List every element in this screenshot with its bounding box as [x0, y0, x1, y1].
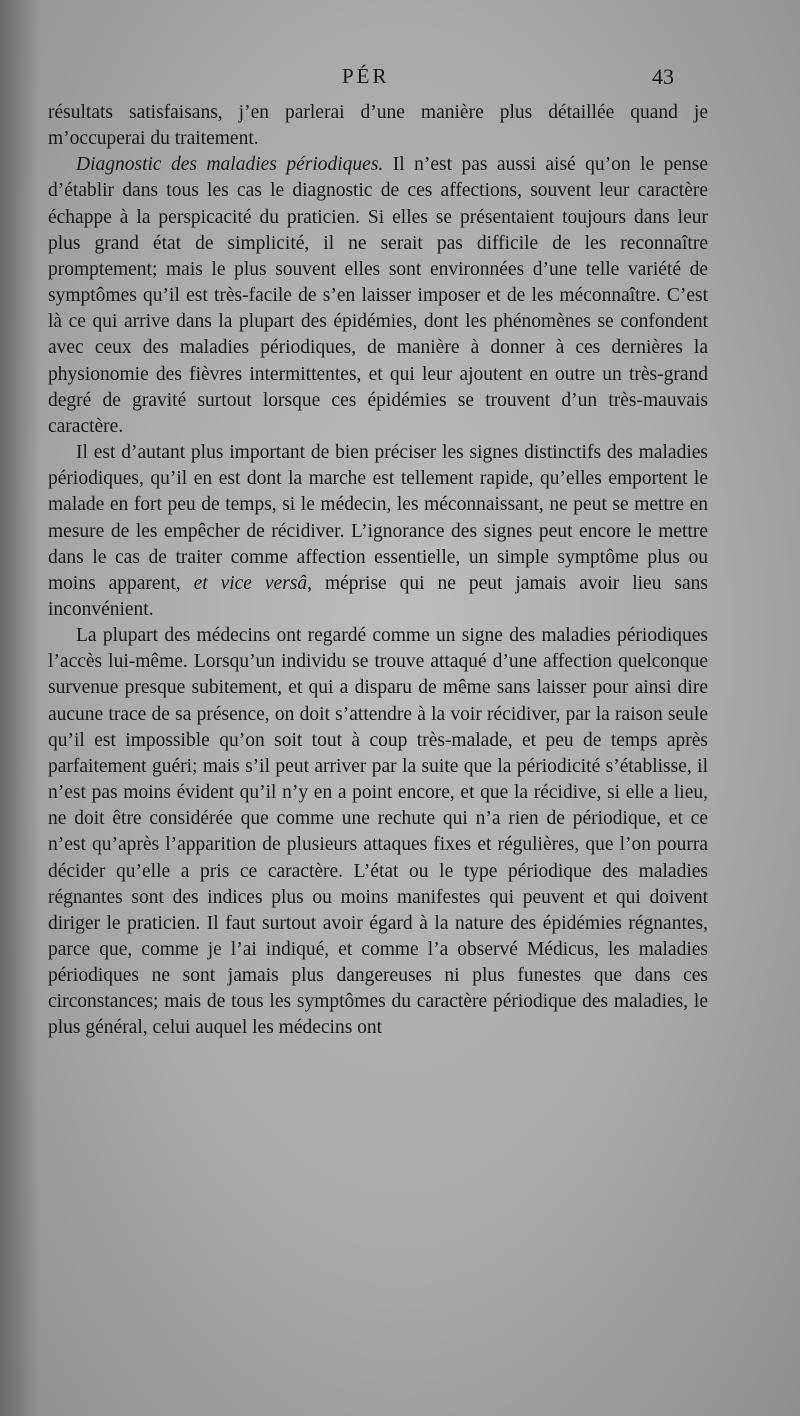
body-text: [48, 100, 708, 1042]
italic-phrase-vice-versa: et vice versâ: [193, 572, 308, 594]
section-heading-diagnostic: Diagnostic des maladies périodiques.: [76, 154, 384, 176]
paragraph-acces: La plupart des médecins ont regardé comme un signe des maladies périodiques l’accès lui-même. Lorsqu’un individu se trouve attaqué d’une affection quelconque survenue presque subitement, et qui a disparu de même sans laisser pour ainsi dire aucune trace de sa présence, on doit s’attendre à la voir récidiver, par la raison seule qu’il est impossible qu’on soit tout à coup très-malade, et peu de temps après parfaitement guéri; mais s’il peut arriver par la suite que la périodicité s’établisse, il n’est pas moins évident qu’il n’y en a point encore, et que la récidive, si elle a lieu, ne doit être considérée que comme une rechute qui n’a rien de périodique, et ce n’est qu’après l’apparition de plusieurs attaques fixes et régulières, que l’on pourra décider qu’elle a pris ce caractère. L’état ou le type périodique des maladies régnantes sont des indices plus ou moins manifestes qui peuvent et qui doivent diriger le praticien. Il faut surtout avoir égard à la nature des épidémies régnantes, parce que, comme je l’ai indiqué, et comme l’a observé Médicus, les maladies périodiques ne sont jamais plus dangereuses ni plus funestes que dans ces circonstances; mais de tous les symptômes du caractère périodique des maladies, le plus général, celui auquel les médecins ont: [48, 625, 708, 1039]
running-title: PÉR: [342, 64, 390, 88]
running-head: [0, 64, 800, 94]
paragraph-signes-text-after: , méprise qui ne peut jamais avoir lieu sans inconvénient.: [48, 572, 708, 620]
binding-gutter-shadow: [0, 0, 40, 1416]
paragraph-signes-text-before: Il est d’autant plus important de bien préciser les signes distinctifs des maladies périodiques, qu’il en est dont la marche est tellement rapide, qu’elles emportent le malade en fort peu de temps, si le médecin, les méconnaissant, ne peut se mettre en mesure de les empêcher de récidiver. L’ignorance des signes peut encore le mettre dans le cas de traiter comme affection essentielle, un simple symptôme plus ou moins apparent,: [48, 442, 708, 594]
paragraph-diagnostic-text: Il n’est pas aussi aisé qu’on le pense d’établir dans tous les cas le diagnostic de ces affections, souvent leur caractère échappe à la perspicacité du praticien. Si elles se présentaient toujours dans leur plus grand état de simplicité, il ne serait pas difficile de les reconnaître promptement; mais le plus souvent elles sont environnées d’une telle variété de symptômes qu’il est très-facile de s’en laisser imposer et de les méconnaître. C’est là ce qui arrive dans la plupart des épidémies, dont les phénomènes se confondent avec ceux des maladies périodiques, de manière à donner à ces dernières la physionomie des fièvres intermittentes, et qui leur ajoutent en outre un très-grand degré de gravité surtout lorsque ces épidémies se trouvent d’un très-mauvais caractère.: [48, 154, 709, 437]
paragraph-signes-distinctifs: [48, 440, 708, 623]
page-number: 43: [652, 64, 674, 89]
paragraph-continuation: résultats satisfaisans, j’en parlerai d’une manière plus détaillée quand je m’occuperai du traitement.: [48, 102, 708, 150]
paragraph-diagnostic: [48, 152, 708, 440]
